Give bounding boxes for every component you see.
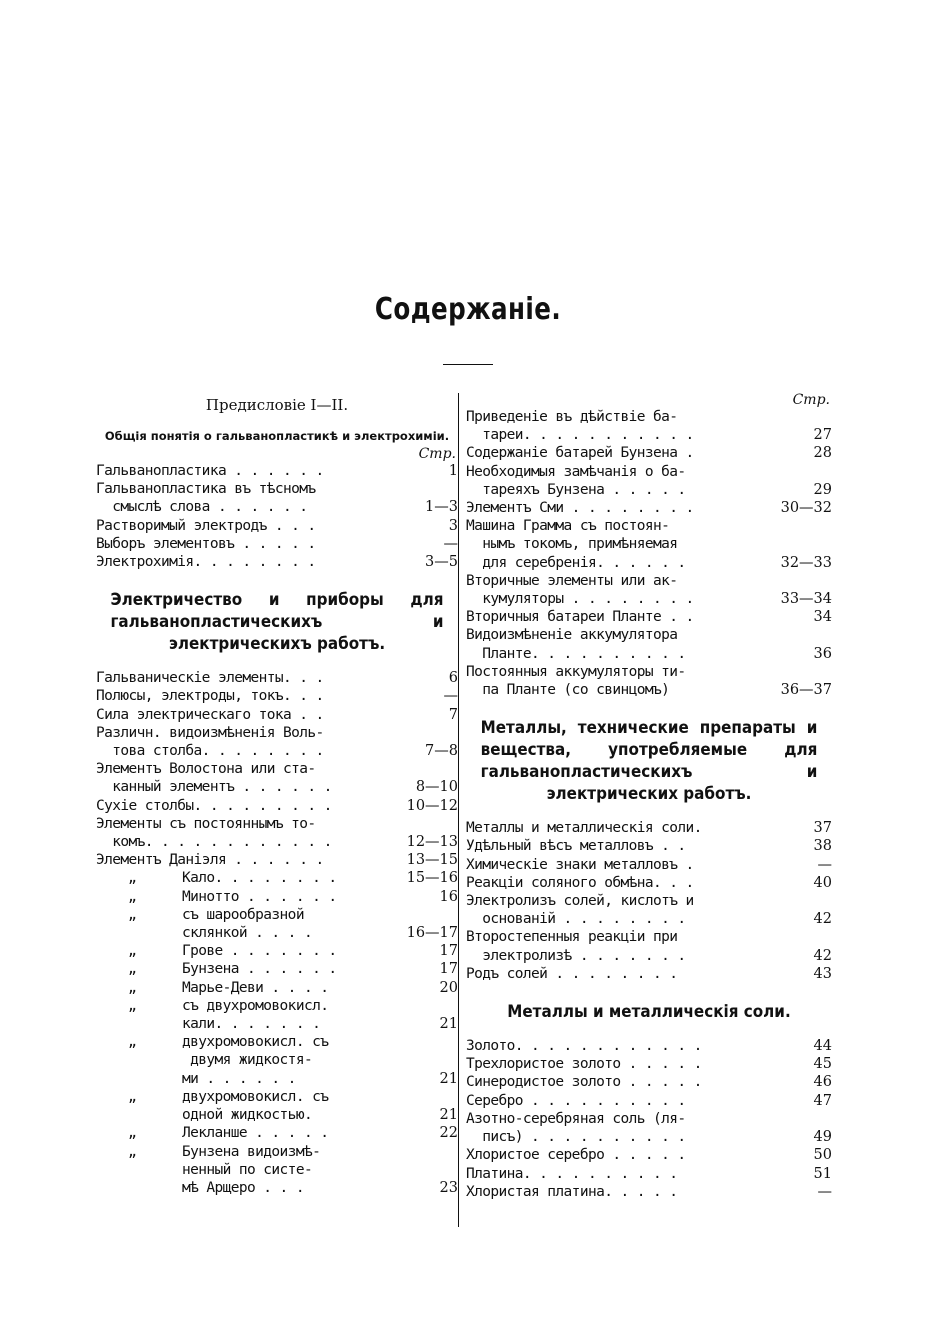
- toc-entry-page: 13—15: [406, 852, 458, 869]
- toc-entry-title: Содержаніе батарей Бунзена .: [466, 445, 694, 462]
- title-rule: [443, 364, 493, 365]
- toc-entry-page: 3: [448, 517, 458, 534]
- ditto-mark: „: [128, 870, 137, 887]
- toc-entry-page: 15—16: [406, 870, 458, 887]
- section-heading-metals-salts: Металлы и металлическія соли.: [507, 1002, 791, 1022]
- page-column-label: Стр.: [792, 392, 830, 408]
- toc-entry: [96, 797, 458, 815]
- ditto-mark: „: [128, 961, 137, 978]
- toc-entry-page: 33—34: [780, 591, 832, 608]
- toc-entry-page: 42: [813, 911, 832, 928]
- toc-entry-title: Грове . . . . . . .: [182, 943, 337, 960]
- toc-entry-page: 37: [813, 820, 832, 837]
- toc-entry-page: —: [443, 688, 458, 705]
- toc-entry-page: 45: [813, 1056, 832, 1073]
- toc-entry-page: 23: [439, 1179, 458, 1196]
- toc-entry: [96, 1124, 458, 1142]
- toc-entry: [96, 669, 458, 687]
- ditto-mark: „: [128, 1125, 137, 1142]
- toc-entry-page: 36: [813, 645, 832, 662]
- toc-entry-title: Лекланше . . . . .: [182, 1125, 329, 1142]
- section-heading-electricity: Электричество и приборы для гальванопластическихъ и электрическихъ работъ.: [110, 590, 444, 654]
- toc-entry-title: съ шарообразной склянкой . . . .: [182, 906, 313, 942]
- toc-entry-page: 17: [439, 943, 458, 960]
- toc-entry: [96, 706, 458, 724]
- toc-entry: [96, 942, 458, 960]
- toc-entry-page: 51: [813, 1165, 832, 1182]
- ditto-mark: „: [128, 906, 137, 923]
- toc-group-batteries: [466, 408, 832, 699]
- toc-entry-page: 20: [439, 979, 458, 996]
- toc-entry-title: Элементы съ постояннымъ то- комъ. . . . . . . . . . . .: [96, 815, 332, 851]
- toc-entry-title: Электролизъ солей, кислотъ и основаній . . . . . . . .: [466, 893, 694, 928]
- toc-entry-page: 27: [813, 427, 832, 444]
- toc-entry-title: Сила электрическаго тока . .: [96, 706, 324, 723]
- toc-entry-title: Элементъ Сми . . . . . . . .: [466, 500, 694, 517]
- toc-entry-title: Гальванопластика въ тѣсномъ смыслѣ слова . . . . . .: [96, 481, 316, 516]
- toc-entry-title: двухромовокисл. съ одной жидкостью.: [182, 1088, 329, 1124]
- column-divider: [458, 393, 459, 1227]
- toc-group-metals-salts: [466, 1037, 832, 1201]
- toc-entry-page: 47: [813, 1092, 832, 1109]
- toc-entry-title: съ двухромовокисл. кали. . . . . . .: [182, 997, 329, 1033]
- toc-entry-title: Вторичные элементы или ак- кумуляторы . . . . . . . .: [466, 572, 694, 608]
- toc-entry-page: 7: [448, 706, 458, 723]
- toc-entry-title: Бунзена видоизмѣ- ненный по систе- мѣ Арщеро . . .: [182, 1143, 321, 1196]
- toc-entry-page: 22: [439, 1125, 458, 1142]
- toc-entry-page: 1—3: [425, 499, 458, 516]
- toc-entry: [466, 499, 832, 517]
- toc-entry: [96, 888, 458, 906]
- toc-group-electricity: [96, 669, 458, 869]
- toc-entry-title: Второстепенныя реакціи при электролизѣ . . . . . . .: [466, 929, 686, 964]
- toc-entry-page: 50: [813, 1147, 832, 1164]
- toc-entry-title: Платина. . . . . . . . . .: [466, 1165, 678, 1182]
- toc-left-column: [96, 392, 458, 1197]
- toc-entry-title: Азотно-серебряная соль (ля- писъ) . . . . . . . . . .: [466, 1110, 686, 1146]
- toc-entry: [96, 815, 458, 851]
- toc-group-general: [96, 462, 458, 571]
- toc-entry-page: 17: [439, 961, 458, 978]
- toc-entry: [96, 462, 458, 480]
- toc-entry-title: Синеродистое золото . . . . .: [466, 1074, 702, 1091]
- toc-entry-page: 40: [813, 874, 832, 891]
- toc-entry-title: Кало. . . . . . . .: [182, 870, 337, 887]
- toc-entry-page: 29: [813, 481, 832, 498]
- toc-entry-title: Элементъ Даніэля . . . . . .: [96, 852, 324, 869]
- toc-entry-title: Хлористая платина. . . . .: [466, 1183, 678, 1200]
- toc-entry-page: —: [817, 856, 832, 873]
- toc-entry-title: Растворимый электродъ . . .: [96, 517, 316, 534]
- toc-entry-title: Машина Грамма съ постоян- нымъ токомъ, примѣняемая для серебренія. . . . . .: [466, 518, 686, 571]
- toc-entry-title: Марье-Деви . . . .: [182, 979, 329, 996]
- toc-entry-page: 32—33: [780, 554, 832, 571]
- toc-entry-page: 36—37: [780, 682, 832, 699]
- toc-entry-page: 21: [439, 1107, 458, 1124]
- toc-entry-title: Гальваническіе элементы. . .: [96, 670, 324, 687]
- ditto-mark: „: [128, 997, 137, 1014]
- toc-entry: [466, 965, 832, 983]
- toc-entry-page: 21: [439, 1070, 458, 1087]
- toc-entry-page: 21: [439, 1016, 458, 1033]
- toc-entry-page: 34: [813, 609, 832, 626]
- toc-entry-page: 49: [813, 1129, 832, 1146]
- preface-line: Предисловіе I—II.: [205, 396, 349, 414]
- toc-entry: [466, 1146, 832, 1164]
- section-heading-general: Общія понятія о гальванопластикѣ и электрохиміи.: [104, 429, 450, 443]
- toc-entry: [96, 535, 458, 553]
- toc-entry: [96, 480, 458, 516]
- toc-entry: [466, 856, 832, 874]
- ditto-mark: „: [128, 1143, 137, 1160]
- toc-entry-page: 7—8: [425, 743, 458, 760]
- toc-entry-page: 16—17: [406, 925, 458, 942]
- toc-entry: [466, 1183, 832, 1201]
- toc-entry-title: Бунзена . . . . . .: [182, 961, 337, 978]
- toc-entry-title: Хлористое серебро . . . . .: [466, 1147, 686, 1164]
- section-heading-metals-preparations: Металлы, технические препараты и вещества, употребляемые для гальванопластическихъ и электрических работъ.: [480, 718, 818, 804]
- ditto-mark: „: [128, 943, 137, 960]
- toc-entry-title: Элементъ Волостона или ста- канный элементъ . . . . . .: [96, 761, 332, 796]
- toc-entry: [96, 1088, 458, 1124]
- toc-entry: [96, 906, 458, 942]
- toc-entry: [466, 819, 832, 837]
- ditto-mark: „: [128, 979, 137, 996]
- toc-entry-page: 28: [813, 445, 832, 462]
- toc-group-elements: [96, 869, 458, 1197]
- toc-entry: [96, 760, 458, 796]
- ditto-mark: „: [128, 888, 137, 905]
- toc-entry: [96, 997, 458, 1033]
- page-column-label: Стр.: [418, 446, 456, 462]
- toc-entry-page: 46: [813, 1074, 832, 1091]
- toc-entry: [96, 553, 458, 571]
- toc-entry: [466, 463, 832, 499]
- toc-entry-title: Золото. . . . . . . . . . . .: [466, 1038, 702, 1055]
- toc-entry-page: 3—5: [425, 554, 458, 571]
- toc-entry: [466, 1092, 832, 1110]
- page-title: Содержаніе.: [374, 292, 562, 327]
- toc-entry: [96, 724, 458, 760]
- toc-entry-title: двухромовокисл. съ двумя жидкостя- ми . . . . . .: [182, 1034, 329, 1087]
- toc-entry: [466, 517, 832, 572]
- toc-entry: [96, 979, 458, 997]
- toc-entry: [96, 517, 458, 535]
- toc-entry: [466, 1055, 832, 1073]
- toc-entry-title: Минотто . . . . . .: [182, 888, 337, 905]
- toc-entry-page: 12—13: [406, 834, 458, 851]
- toc-entry-title: Реакціи соляного обмѣна. . .: [466, 874, 694, 891]
- toc-entry-title: Полюсы, электроды, токъ. . .: [96, 688, 324, 705]
- toc-entry: [96, 1143, 458, 1198]
- toc-entry: [96, 1033, 458, 1088]
- toc-right-column: [466, 392, 832, 1201]
- toc-entry-page: 10—12: [406, 797, 458, 814]
- toc-entry: [466, 892, 832, 928]
- ditto-mark: „: [128, 1034, 137, 1051]
- toc-entry-title: Трехлористое золото . . . . .: [466, 1056, 702, 1073]
- toc-entry-title: Родъ солей . . . . . . . .: [466, 965, 678, 982]
- toc-entry-page: 42: [813, 947, 832, 964]
- toc-entry-page: —: [443, 535, 458, 552]
- toc-entry: [466, 837, 832, 855]
- toc-entry-page: 43: [813, 965, 832, 982]
- toc-entry-title: Видоизмѣненіе аккумулятора Планте. . . . . . . . . .: [466, 627, 686, 662]
- toc-entry: [466, 626, 832, 662]
- toc-entry: [466, 928, 832, 964]
- toc-entry-title: Электрохимія. . . . . . . .: [96, 554, 316, 571]
- toc-entry: [466, 874, 832, 892]
- toc-entry-title: Химическіе знаки металловъ .: [466, 856, 694, 873]
- toc-group-metals-preparations: [466, 819, 832, 983]
- toc-entry: [96, 869, 458, 887]
- ditto-mark: „: [128, 1088, 137, 1105]
- toc-entry: [96, 687, 458, 705]
- toc-entry-title: Вторичныя батареи Планте . .: [466, 609, 694, 626]
- toc-entry-page: 16: [439, 888, 458, 905]
- toc-entry-page: —: [817, 1183, 832, 1200]
- toc-entry: [466, 572, 832, 608]
- toc-entry-title: Гальванопластика . . . . . .: [96, 463, 324, 479]
- toc-entry-title: Выборъ элементовъ . . . . .: [96, 535, 316, 552]
- toc-entry: [466, 1073, 832, 1091]
- toc-entry-title: Сухіе столбы. . . . . . . . .: [96, 797, 332, 814]
- toc-entry-page: 44: [813, 1038, 832, 1055]
- toc-entry-title: Приведеніе въ дѣйствіе ба- тареи. . . . . . . . . . .: [466, 409, 694, 444]
- toc-entry: [466, 1037, 832, 1055]
- toc-entry-page: 38: [813, 838, 832, 855]
- toc-entry-page: 30—32: [780, 500, 832, 517]
- toc-entry: [466, 408, 832, 444]
- toc-entry: [466, 1110, 832, 1146]
- toc-entry-title: Постоянныя аккумуляторы ти- па Планте (со свинцомъ): [466, 663, 686, 699]
- toc-entry-title: Серебро . . . . . . . . . .: [466, 1092, 686, 1109]
- toc-entry-title: Необходимыя замѣчанія о ба- тареяхъ Бунзена . . . . .: [466, 463, 686, 498]
- toc-entry: [466, 608, 832, 626]
- toc-entry-title: Различн. видоизмѣненія Воль- това столба. . . . . . . .: [96, 724, 324, 760]
- toc-entry: [96, 851, 458, 869]
- toc-entry-page: 1: [448, 463, 458, 479]
- toc-entry-title: Металлы и металлическія соли.: [466, 820, 702, 837]
- toc-entry: [96, 960, 458, 978]
- toc-entry-page: 6: [448, 670, 458, 687]
- toc-entry-title: Удѣльный вѣсъ металловъ . .: [466, 838, 686, 855]
- toc-entry: [466, 444, 832, 462]
- toc-entry: [466, 1165, 832, 1183]
- toc-entry-page: 8—10: [415, 779, 458, 796]
- toc-entry: [466, 663, 832, 699]
